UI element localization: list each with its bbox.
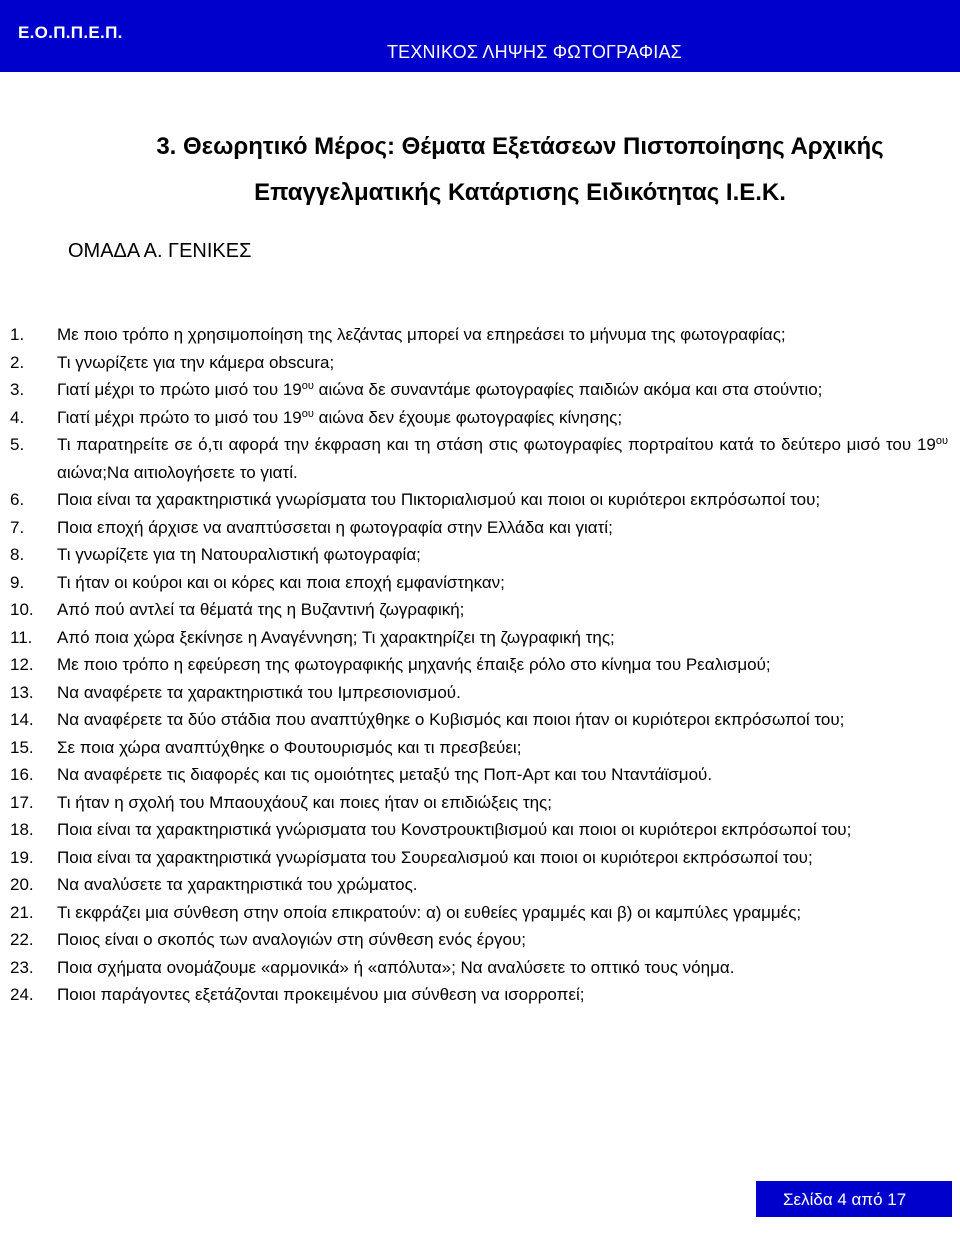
question-number: 24. <box>10 985 34 1004</box>
question-text-segment: Γιατί μέχρι το πρώτο μισό του 19 <box>57 380 302 399</box>
question-text <box>57 486 948 514</box>
question-text <box>57 321 948 349</box>
question-number: 10. <box>10 600 34 619</box>
question-text-segment: Ποια είναι τα χαρακτηριστικά γνωρίσματα του Πικτοριαλισμού και ποιοι οι κυριότεροι εκπρόσωποί του; <box>57 490 821 509</box>
organization-name: Ε.Ο.Π.Π.Ε.Π. <box>18 23 123 42</box>
question-text <box>57 624 948 652</box>
question-number: 23. <box>10 957 34 977</box>
question-text <box>57 651 948 679</box>
question-text-segment: Τι παρατηρείτε σε ό,τι αφορά την έκφραση και τη στάση στις φωτογραφίες πορτραίτου κατά το δεύτερο μισό του 19 <box>57 435 936 454</box>
question-item <box>0 404 960 432</box>
question-text <box>57 954 948 982</box>
question-text-segment: Ποια σχήματα ονομάζουμε «αρμονικά» ή «απόλυτα»; Να αναλύσετε το οπτικό τους νόημα. <box>57 957 735 977</box>
question-text-segment: Σε ποια χώρα αναπτύχθηκε ο Φουτουρισμός και τι πρεσβεύει; <box>57 737 522 757</box>
question-number: 1. <box>10 325 25 344</box>
question-number: 8. <box>10 545 25 564</box>
question-text <box>57 981 948 1009</box>
question-text <box>57 541 948 569</box>
question-text <box>57 789 948 817</box>
footer-bar <box>756 1181 952 1217</box>
question-text-segment: Ποια εποχή άρχισε να αναπτύσσεται η φωτογραφία στην Ελλάδα και γιατί; <box>57 517 613 537</box>
question-item <box>0 596 960 624</box>
question-list <box>0 321 960 1009</box>
question-item <box>0 954 960 982</box>
page-title-line-1: 3. Θεωρητικό Μέρος: Θέματα Εξετάσεων Πιστοποίησης Αρχικής <box>156 133 884 160</box>
question-number: 13. <box>10 682 34 702</box>
question-number: 12. <box>10 655 34 674</box>
question-item <box>0 431 960 486</box>
question-item <box>0 871 960 899</box>
question-text-segment: Τι ήταν οι κούροι και οι κόρες και ποια εποχή εμφανίστηκαν; <box>57 572 505 592</box>
question-item <box>0 486 960 514</box>
question-text <box>57 431 948 486</box>
ordinal-superscript: ου <box>935 435 948 447</box>
question-item <box>0 569 960 597</box>
question-number: 15. <box>10 737 34 757</box>
question-text-segment: Ποιοι παράγοντες εξετάζονται προκειμένου μια σύνθεση να ισορροπεί; <box>57 985 585 1004</box>
question-number: 9. <box>10 572 25 592</box>
question-text <box>57 596 948 624</box>
question-text-segment: Να αναφέρετε τα δύο στάδια που αναπτύχθηκε ο Κυβισμός και ποιοι ήταν οι κυριότεροι εκπρόσωποί του; <box>57 710 845 729</box>
question-text <box>57 761 948 789</box>
question-text-segment: αιώνα;Να αιτιολογήσετε το γιατί. <box>57 462 298 482</box>
page-title-line-2: Επαγγελματικής Κατάρτισης Ειδικότητας Ι.Ε.Κ. <box>254 179 786 206</box>
question-text <box>57 816 948 844</box>
question-text-segment: Να αναφέρετε τις διαφορές και τις ομοιότητες μεταξύ της Ποπ-Αρτ και του Νταντάϊσμού. <box>57 765 713 784</box>
question-number: 16. <box>10 765 34 784</box>
question-number: 17. <box>10 792 34 812</box>
question-text-segment: Με ποιο τρόπο η εφεύρεση της φωτογραφικής μηχανής έπαιξε ρόλο στο κίνημα του Ρεαλισμού; <box>57 655 771 674</box>
question-item <box>0 651 960 679</box>
question-number: 6. <box>10 490 25 509</box>
question-item <box>0 734 960 762</box>
question-number: 19. <box>10 847 34 867</box>
question-number: 3. <box>10 380 25 399</box>
question-item <box>0 789 960 817</box>
question-number: 11. <box>10 627 33 647</box>
question-text <box>57 844 948 872</box>
question-text-segment: αιώνα δε συναντάμε φωτογραφίες παιδιών ακόμα και στα στούντιο; <box>313 380 823 399</box>
question-text-segment: Ποια είναι τα χαρακτηριστικά γνώρισματα του Κονστρουκτιβισμού και ποιοι οι κυριότεροι εκπρόσωποί του; <box>57 820 852 839</box>
ordinal-superscript: ου <box>301 407 314 420</box>
question-number: 2. <box>10 352 25 372</box>
question-text-segment: Με ποιο τρόπο η χρησιμοποίηση της λεζάντας μπορεί να επηρεάσει το μήνυμα της φωτογραφίας; <box>57 325 786 344</box>
page-number: Σελίδα 4 από 17 <box>783 1190 907 1209</box>
question-item <box>0 349 960 377</box>
question-item <box>0 706 960 734</box>
question-text <box>57 706 948 734</box>
question-text-segment: Να αναλύσετε τα χαρακτηριστικά του χρώματος. <box>57 875 418 894</box>
question-item <box>0 321 960 349</box>
question-text-segment: Από πού αντλεί τα θέματά της η Βυζαντινή ζωγραφική; <box>57 600 465 619</box>
question-text <box>57 376 948 404</box>
question-text-segment: Τι γνωρίζετε για τη Νατουραλιστική φωτογραφία; <box>57 545 421 564</box>
question-number: 4. <box>10 407 25 427</box>
page-title <box>80 124 960 216</box>
question-item <box>0 926 960 954</box>
question-item <box>0 761 960 789</box>
question-text-segment: Τι εκφράζει μια σύνθεση στην οποία επικρατούν: α) οι ευθείες γραμμές και β) οι καμπύλες γραμμές; <box>57 902 802 922</box>
question-text <box>57 349 948 377</box>
question-item <box>0 981 960 1009</box>
question-item <box>0 679 960 707</box>
document-subject: ΤΕΧΝΙΚΟΣ ΛΗΨΗΣ ΦΩΤΟΓΡΑΦΙΑΣ <box>386 42 682 62</box>
question-text <box>57 679 948 707</box>
question-text-segment: Γιατί μέχρι πρώτο το μισό του 19 <box>57 407 302 427</box>
question-text-segment: Τι ήταν η σχολή του Μπαουχάουζ και ποιες ήταν οι επιδιώξεις της; <box>57 792 552 812</box>
question-number: 18. <box>10 820 34 839</box>
question-item <box>0 816 960 844</box>
question-item <box>0 514 960 542</box>
question-text-segment: αιώνα δεν έχουμε φωτογραφίες κίνησης; <box>313 407 623 427</box>
question-number: 7. <box>10 517 25 537</box>
question-text-segment: Από ποια χώρα ξεκίνησε η Αναγέννηση; Τι χαρακτηρίζει τη ζωγραφική της; <box>57 627 615 647</box>
question-number: 21. <box>10 902 34 922</box>
question-text <box>57 871 948 899</box>
group-heading: ΟΜΑΔΑ Α. ΓΕΝΙΚΕΣ <box>68 240 252 262</box>
question-text <box>57 569 948 597</box>
question-text <box>57 514 948 542</box>
question-item <box>0 844 960 872</box>
question-item <box>0 624 960 652</box>
question-text <box>57 734 948 762</box>
question-text <box>57 926 948 954</box>
question-text-segment: Να αναφέρετε τα χαρακτηριστικά του Ιμπρεσιονισμού. <box>57 682 461 702</box>
ordinal-superscript: ου <box>301 380 314 392</box>
question-text <box>57 404 948 432</box>
question-number: 22. <box>10 930 34 949</box>
question-text-segment: Ποιος είναι ο σκοπός των αναλογιών στη σύνθεση ενός έργου; <box>57 930 526 949</box>
question-number: 5. <box>10 435 25 454</box>
question-item <box>0 899 960 927</box>
header-bar <box>0 0 960 72</box>
question-text <box>57 899 948 927</box>
question-text-segment: Τι γνωρίζετε για την κάμερα obscura; <box>57 352 335 372</box>
question-item <box>0 376 960 404</box>
question-number: 14. <box>10 710 34 729</box>
question-number: 20. <box>10 875 34 894</box>
question-text-segment: Ποια είναι τα χαρακτηριστικά γνωρίσματα του Σουρεαλισμού και ποιοι οι κυριότεροι εκπρόσωποί του; <box>57 847 813 867</box>
question-item <box>0 541 960 569</box>
